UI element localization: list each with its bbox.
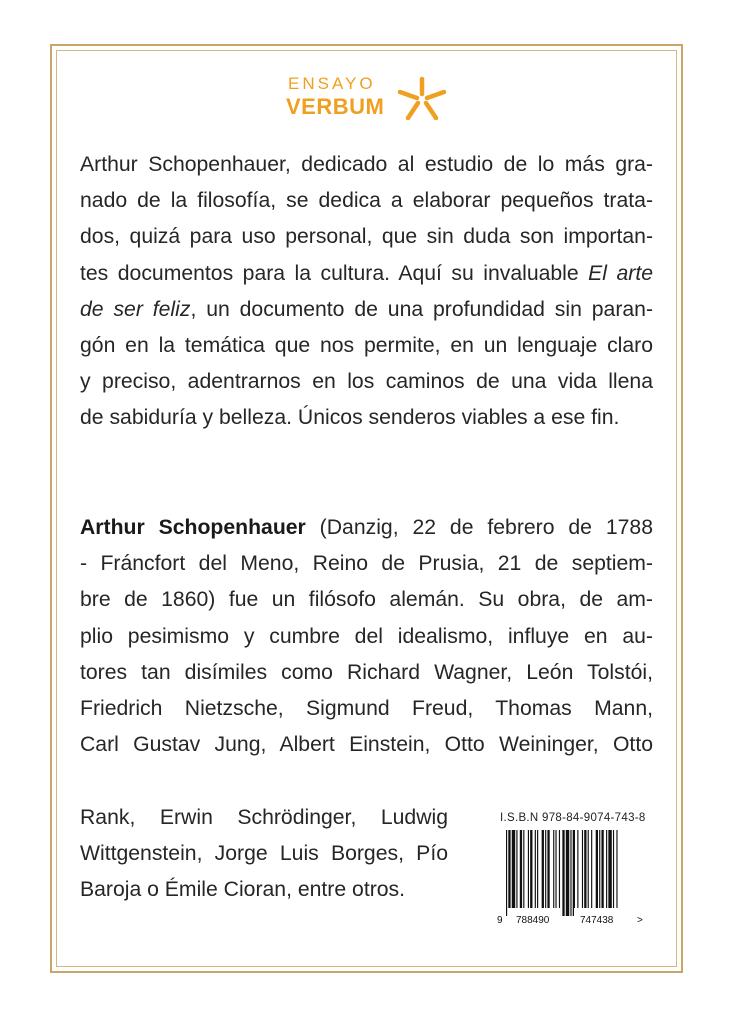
isbn-label: I.S.B.N 978-84-9074-743-8 (500, 812, 646, 824)
description-line: y preciso, adentrarnos en los caminos de una vida llena (80, 370, 653, 394)
book-title-italic: de ser feliz (80, 297, 191, 321)
barcode-digits-left: 788490 (516, 915, 550, 926)
bio-line: Friedrich Nietzsche, Sigmund Freud, Thomas Mann, (80, 697, 653, 721)
bio-line: Arthur Schopenhauer (Danzig, 22 de febrero de 1788 (80, 516, 653, 539)
book-description (80, 147, 653, 437)
description-line: tes documentos para la cultura. Aquí su invaluable El arte (80, 261, 653, 285)
description-line: de ser feliz, un documento de una profundidad sin paran- (80, 297, 654, 321)
barcode-digits-right: 747438 (580, 915, 614, 926)
asterisk-logo-icon (396, 76, 448, 122)
bio-line: Wittgenstein, Jorge Luis Borges, Pío (80, 842, 448, 866)
bio-line: bre de 1860) fue un filósofo alemán. Su obra, de am- (80, 588, 653, 612)
book-title-italic: El arte (588, 261, 653, 285)
bio-line: plio pesimismo y cumbre del idealismo, influye en au- (80, 624, 653, 648)
description-line: gón en la temática que nos permite, en un lenguaje claro (80, 334, 653, 358)
bio-line: Baroja o Émile Cioran, entre otros. (80, 878, 406, 902)
logo-brand-text: VERBUM (286, 94, 385, 119)
bio-line: Carl Gustav Jung, Albert Einstein, Otto Weininger, Otto (80, 733, 653, 757)
description-line: dos, quizá para uso personal, que sin duda son importan- (80, 225, 653, 249)
publisher-logo (284, 74, 454, 134)
description-line: de sabiduría y belleza. Únicos senderos viables a ese fin. (80, 406, 620, 430)
author-name: Arthur Schopenhauer (80, 516, 306, 539)
author-bio (80, 510, 653, 763)
barcode-digit-prefix: 9 (497, 915, 503, 926)
description-line: nado de la filosofía, se dedica a elaborar pequeños trata- (80, 189, 653, 213)
logo-series-text: ENSAYO (288, 74, 376, 93)
author-bio-continued (80, 800, 448, 909)
barcode-icon (494, 830, 644, 930)
bio-line: - Fráncfort del Meno, Reino de Prusia, 21 de septiem- (80, 552, 653, 576)
bio-line: tores tan disímiles como Richard Wagner, León Tolstói, (80, 660, 653, 684)
bio-line: Rank, Erwin Schrödinger, Ludwig (80, 806, 448, 829)
barcode-end-mark: > (637, 915, 643, 926)
description-line: Arthur Schopenhauer, dedicado al estudio de lo más gra- (80, 153, 653, 176)
